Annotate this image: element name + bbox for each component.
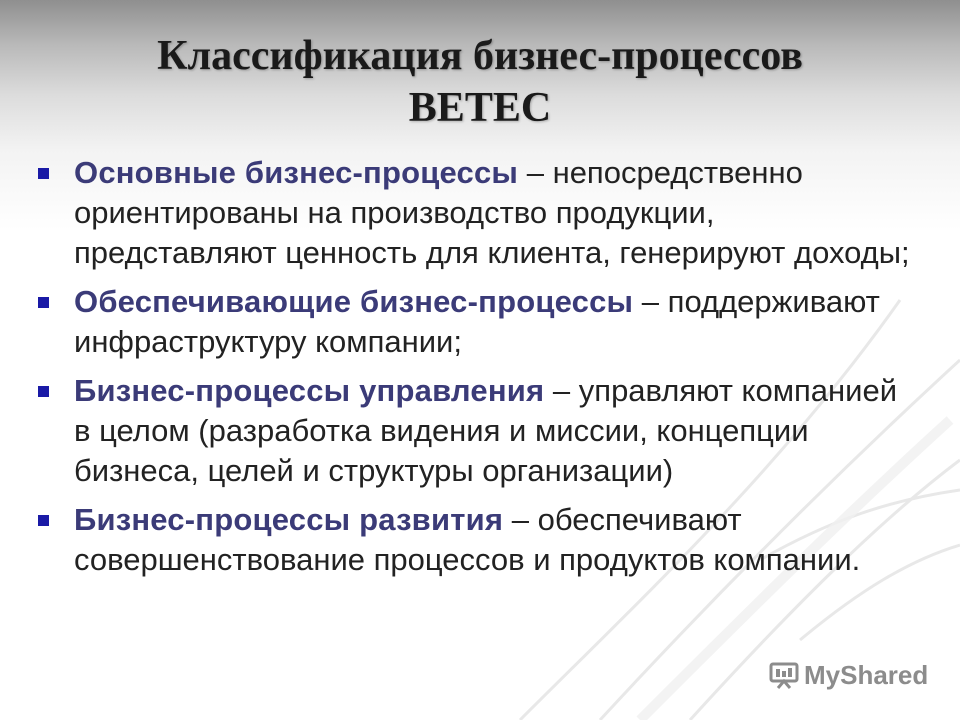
- presentation-board-icon: [768, 659, 800, 691]
- bullet-item-support-processes: [38, 282, 918, 362]
- bullet-description: – поддерживают инфраструктуру компании;: [74, 284, 880, 359]
- bullet-list: [38, 153, 918, 589]
- square-bullet-icon: [38, 168, 49, 179]
- bullet-description: – непосредственно ориентированы на производство продукции, представляют ценность для клиента, генерируют доходы;: [74, 155, 910, 270]
- square-bullet-icon: [38, 297, 49, 308]
- square-bullet-icon: [38, 515, 49, 526]
- bullet-term: Обеспечивающие бизнес-процессы: [74, 284, 634, 319]
- bullet-description: – обеспечивают совершенствование процессов и продуктов компании.: [74, 502, 861, 577]
- square-bullet-icon: [38, 386, 49, 397]
- bullet-term: Бизнес-процессы развития: [74, 502, 504, 537]
- title-line-2: BETEC: [408, 85, 552, 131]
- slide-title: [0, 30, 960, 134]
- bullet-term: Бизнес-процессы управления: [74, 373, 545, 408]
- watermark-text: MyShared: [804, 659, 929, 690]
- bullet-term: Основные бизнес-процессы: [74, 155, 519, 190]
- myshared-watermark: [768, 655, 928, 695]
- bullet-item-core-processes: [38, 153, 918, 273]
- bullet-item-development-processes: [38, 500, 918, 580]
- bullet-item-management-processes: [38, 371, 918, 491]
- bullet-description: – управляют компанией в целом (разработка видения и миссии, концепции бизнеса, целей и структуры организации): [74, 373, 898, 488]
- title-line-1: Классификация бизнес-процессов: [157, 33, 803, 79]
